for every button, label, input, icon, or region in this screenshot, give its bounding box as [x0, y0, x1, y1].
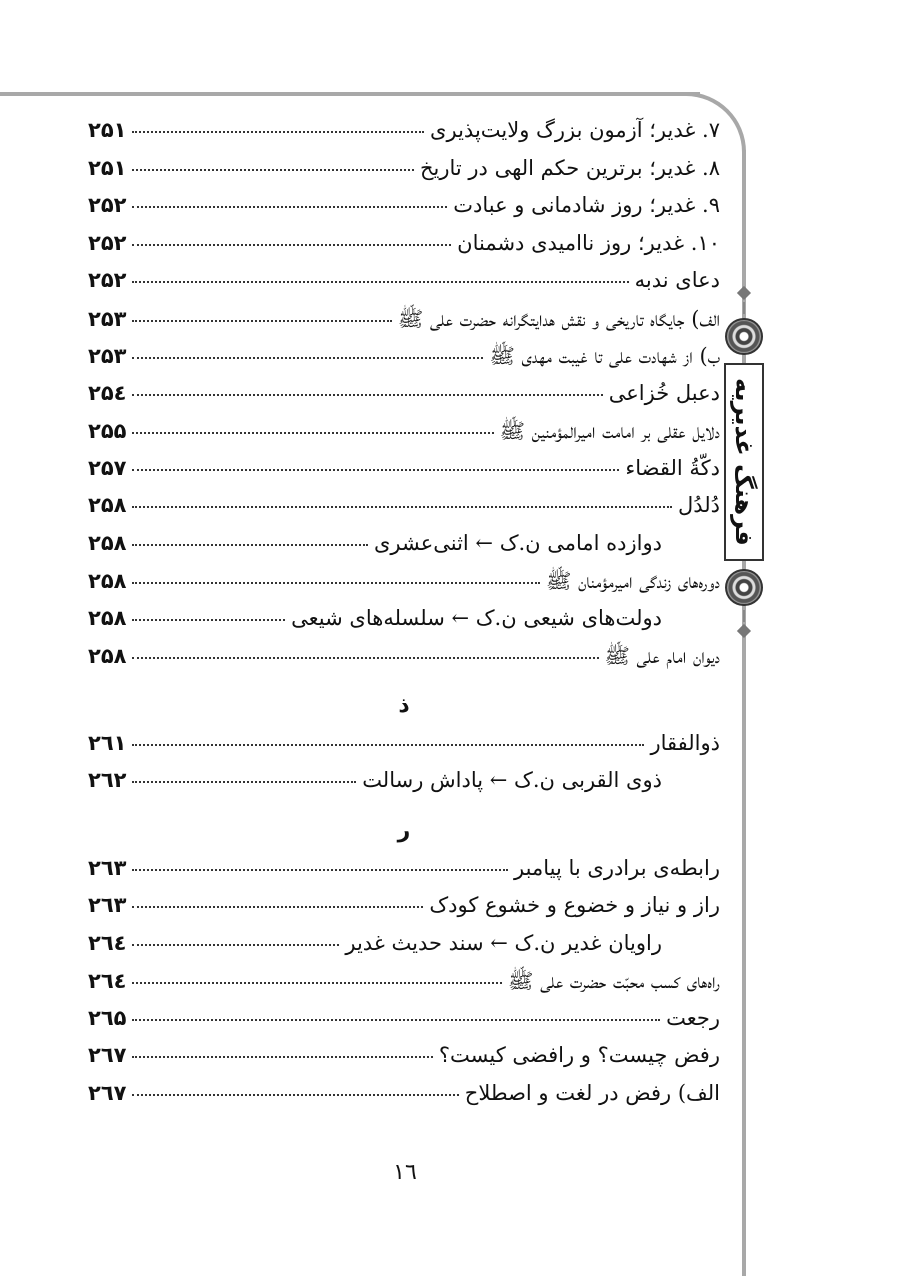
toc-section-2	[88, 731, 720, 806]
dot-leader	[132, 169, 413, 171]
toc-entry-page: ۲۵۸	[88, 605, 127, 630]
toc-entry	[88, 381, 720, 419]
toc-entry-title: دوره‌های زندگی امیرمؤمنان ﷺ	[546, 569, 720, 593]
toc-entry-page: ۲۵۸	[88, 644, 127, 668]
dot-leader	[132, 357, 483, 359]
dot-leader	[132, 582, 540, 584]
toc-entry-page: ۲٦۵	[88, 1005, 127, 1030]
toc-entry-page: ۲۵۸	[88, 530, 127, 555]
toc-entry-page: ۲٦۳	[88, 893, 127, 917]
toc-entry	[88, 418, 720, 456]
toc-entry-title: دولت‌های شیعی ن.ک ← سلسله‌های شیعی	[291, 605, 662, 630]
toc-entry-title: ذوالفقار	[650, 730, 720, 755]
dot-leader	[132, 281, 628, 283]
toc-entry-page: ۲٦۳	[88, 855, 127, 880]
toc-entry	[88, 456, 720, 494]
dot-leader	[132, 982, 502, 984]
dot-leader	[132, 469, 619, 471]
toc-entry-title: دلایل عقلی بر امامت امیرالمؤمنین ﷺ	[499, 419, 720, 443]
toc-entry	[88, 931, 720, 969]
dot-leader	[132, 781, 356, 783]
side-ornament	[722, 284, 766, 640]
toc-entry-title: ۷. غدیر؛ آزمون بزرگ ولایت‌پذیری	[430, 118, 720, 142]
page-frame-top	[0, 92, 700, 96]
dot-leader	[132, 869, 508, 871]
dot-leader	[132, 206, 447, 208]
page-number: ۱٦	[393, 1160, 417, 1185]
toc-entry	[88, 731, 720, 769]
ornament-diamond-icon	[737, 286, 751, 300]
toc-entry-page: ۲۵۱	[88, 118, 127, 142]
toc-entry-title: دوازده امامی ن.ک ← اثنی‌عشری	[373, 530, 662, 555]
dot-leader	[132, 657, 598, 659]
toc-entry	[88, 1006, 720, 1044]
toc-entry-title: ۱۰. غدیر؛ روز ناامیدی دشمنان	[457, 230, 720, 255]
toc-entry-title: رجعت	[666, 1005, 720, 1030]
ornament-diamond-icon	[737, 624, 751, 638]
toc-entry-page: ۲٦۱	[88, 730, 127, 755]
toc-entry	[88, 193, 720, 231]
toc-entry	[88, 493, 720, 531]
toc-entry-page: ۲۵۷	[88, 455, 127, 480]
dot-leader	[132, 1094, 458, 1096]
toc-entry-page: ۲۵۵	[88, 419, 127, 443]
toc-entry-page: ۲٦۷	[88, 1043, 127, 1067]
dot-leader	[132, 619, 285, 621]
dot-leader	[132, 131, 424, 133]
toc-entry-page: ۲٦٤	[88, 969, 127, 993]
toc-entry-title: رفض چیست؟ و رافضی کیست؟	[438, 1043, 720, 1067]
toc-entry-title: راز و نیاز و خضوع و خشوع کودک	[429, 893, 720, 917]
toc-entry-page: ۲۵۸	[88, 569, 127, 593]
toc-entry	[88, 893, 720, 931]
side-title-band	[724, 363, 764, 560]
toc-entry-title: ۸. غدیر؛ برترین حکم الهی در تاریخ	[419, 155, 720, 180]
toc-entry-title: دكّةُ القضاء	[625, 455, 720, 480]
toc-entry-page: ۲۵۳	[88, 344, 127, 368]
toc-entry-page: ۲۵۲	[88, 268, 127, 292]
toc-entry-title: الف) رفض در لغت و اصطلاح	[464, 1080, 720, 1105]
toc-entry-title: راه‌های کسب محبّت حضرت علی ﷺ	[508, 969, 720, 993]
toc-entry-title: دُلدُل	[677, 493, 720, 517]
dot-leader	[132, 1019, 660, 1021]
toc-entry	[88, 643, 720, 681]
toc-section-3	[88, 856, 720, 1119]
toc-entry-title: الف) جایگاه تاریخی و نقش هدایتگرانه حضرت علی ﷺ	[397, 306, 720, 331]
dot-leader	[132, 1056, 432, 1058]
toc-entry-title: دعبل خُزاعی	[608, 380, 720, 405]
toc-entry-page: ۲۵۳	[88, 306, 127, 331]
toc-entry-page: ۲۵۸	[88, 493, 127, 517]
toc-entry-title: دیوان امام علی ﷺ	[604, 644, 720, 668]
toc-entry	[88, 568, 720, 606]
toc-entry-page: ۲٦٤	[88, 930, 127, 955]
toc-entry	[88, 1081, 720, 1119]
toc-entry	[88, 268, 720, 306]
medallion-icon	[725, 318, 763, 356]
letter-heading: ر	[397, 818, 411, 843]
toc-entry-page: ۲۵۱	[88, 155, 127, 180]
toc-entry-title: دعای ندبه	[634, 268, 720, 292]
toc-entry	[88, 343, 720, 381]
letter-heading: ذ	[398, 693, 410, 718]
toc-entry	[88, 306, 720, 344]
side-title: فرهنگ غدیریه	[730, 378, 758, 546]
toc-section-1	[88, 118, 720, 681]
dot-leader	[132, 244, 451, 246]
medallion-icon	[725, 569, 763, 607]
dot-leader	[132, 506, 672, 508]
toc-entry	[88, 856, 720, 894]
toc-entry	[88, 606, 720, 644]
dot-leader	[132, 944, 339, 946]
dot-leader	[132, 394, 602, 396]
toc-entry	[88, 1043, 720, 1081]
dot-leader	[132, 320, 391, 322]
toc-entry	[88, 118, 720, 156]
toc-entry-page: ۲٦۷	[88, 1080, 127, 1105]
toc-entry-title: ذوی القربی ن.ک ← پاداش رسالت	[362, 768, 662, 792]
toc-entry-page: ۲۵٤	[88, 380, 127, 405]
toc-entry	[88, 768, 720, 806]
toc-entry-page: ۲٦۲	[88, 768, 127, 792]
dot-leader	[132, 906, 423, 908]
toc-entry	[88, 968, 720, 1006]
toc-entry-title: ۹. غدیر؛ روز شادمانی و عبادت	[453, 193, 720, 217]
toc-entry-title: راویان غدیر ن.ک ← سند حدیث غدیر	[345, 930, 662, 955]
toc-entry	[88, 231, 720, 269]
toc-entry-title: رابطه‌ی برادری با پیامبر	[514, 855, 720, 880]
dot-leader	[132, 544, 367, 546]
dot-leader	[132, 744, 644, 746]
toc-entry-page: ۲۵۲	[88, 193, 127, 217]
toc-entry	[88, 531, 720, 569]
toc-entry-page: ۲۵۲	[88, 230, 127, 255]
toc-entry-title: ب) از شهادت علی تا غیبت مهدی ﷺ	[489, 344, 720, 368]
table-of-contents	[88, 118, 720, 1118]
toc-entry	[88, 156, 720, 194]
dot-leader	[132, 432, 493, 434]
